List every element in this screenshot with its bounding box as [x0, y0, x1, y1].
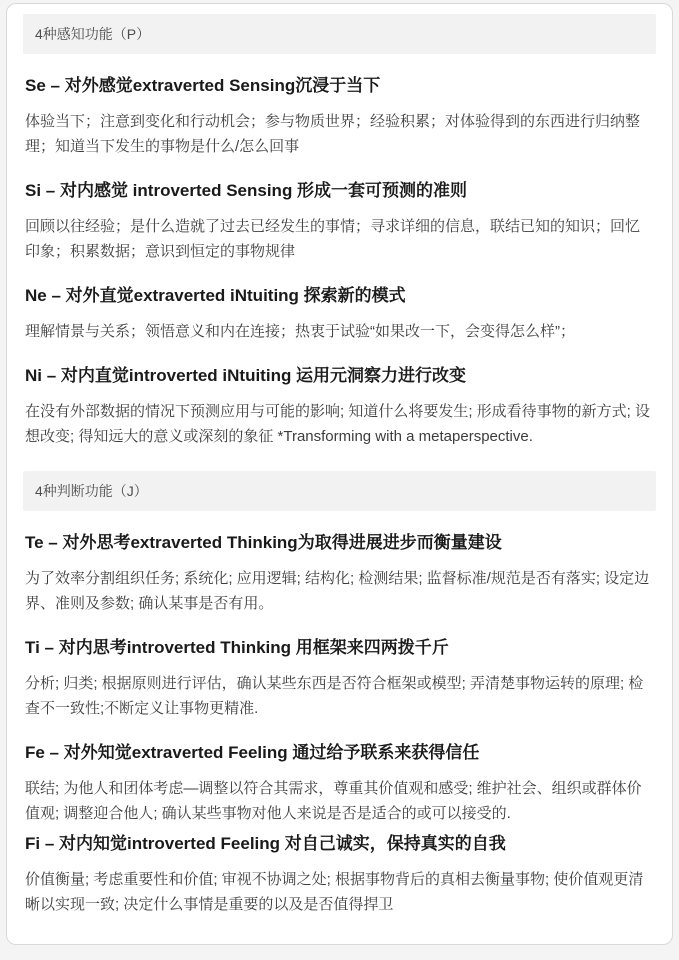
entry-fi-heading: Fi – 对内知觉introverted Feeling 对自己诚实，保持真实的自我 — [25, 834, 506, 853]
perceiving-banner — [23, 14, 656, 54]
entry-si — [23, 179, 656, 264]
entry-fe — [23, 741, 656, 826]
entry-se-body: 体验当下；注意到变化和行动机会；参与物质世界；经验积累；对体验得到的东西进行归纳整理；知道当下发生的事物是什么/怎么回事 — [25, 113, 641, 155]
judging-banner — [23, 471, 656, 511]
entry-fe-heading: Fe – 对外知觉extraverted Feeling 通过给予联系来获得信任 — [25, 743, 480, 762]
judging-banner-label: 4种判断功能（J） — [35, 483, 148, 499]
perceiving-banner-label: 4种感知功能（P） — [35, 26, 151, 42]
entry-ti-heading: Ti – 对内思考introverted Thinking 用框架来四两拨千斤 — [25, 638, 449, 657]
entry-te-heading: Te – 对外思考extraverted Thinking为取得进展进步而衡量建设 — [25, 533, 502, 552]
entry-ni-body: 在没有外部数据的情况下预测应用与可能的影响; 知道什么将要发生; 形成看待事物的新方式; 设想改变; 得知远大的意义或深刻的象征 *Transforming with a metaperspective. — [25, 403, 651, 445]
entry-ni-heading: Ni – 对内直觉introverted iNtuiting 运用元洞察力进行改变 — [25, 366, 467, 385]
entry-ne-body: 理解情景与关系；领悟意义和内在连接；热衷于试验“如果改一下，会变得怎么样”； — [25, 323, 575, 340]
entry-se — [23, 74, 656, 159]
entry-fi-body: 价值衡量; 考虑重要性和价值; 审视不协调之处; 根据事物背后的真相去衡量事物; 使价值观更清晰以实现一致; 决定什么事情是重要的以及是否值得捍卫 — [25, 871, 644, 913]
entry-ne — [23, 284, 656, 344]
entry-te — [23, 531, 656, 616]
entry-fe-body: 联结; 为他人和团体考虑—调整以符合其需求，尊重其价值观和感受; 维护社会、组织或群体价值观; 调整迎合他人; 确认某些事物对他人来说是否是适合的或可以接受的. — [25, 780, 642, 822]
entry-si-heading: Si – 对内感觉 introverted Sensing 形成一套可预测的准则 — [25, 181, 468, 200]
section-perceiving — [23, 14, 656, 449]
section-judging — [23, 471, 656, 917]
entry-fi — [23, 832, 656, 917]
entry-si-body: 回顾以往经验；是什么造就了过去已经发生的事情；寻求详细的信息，联结已知的知识；回忆印象；积累数据；意识到恒定的事物规律 — [25, 218, 641, 260]
entry-ti — [23, 636, 656, 721]
entry-ne-heading: Ne – 对外直觉extraverted iNtuiting 探索新的模式 — [25, 286, 406, 305]
article-card — [6, 3, 673, 945]
entry-te-body: 为了效率分割组织任务; 系统化; 应用逻辑; 结构化; 检测结果; 监督标准/规范是否有落实; 设定边界、准则及参数; 确认某事是否有用。 — [25, 570, 650, 612]
entry-ni — [23, 364, 656, 449]
entry-ti-body: 分析; 归类; 根据原则进行评估，确认某些东西是否符合框架或模型; 弄清楚事物运转的原理; 检查不一致性;不断定义让事物更精准. — [25, 675, 644, 717]
entry-se-heading: Se – 对外感觉extraverted Sensing沉浸于当下 — [25, 76, 381, 95]
